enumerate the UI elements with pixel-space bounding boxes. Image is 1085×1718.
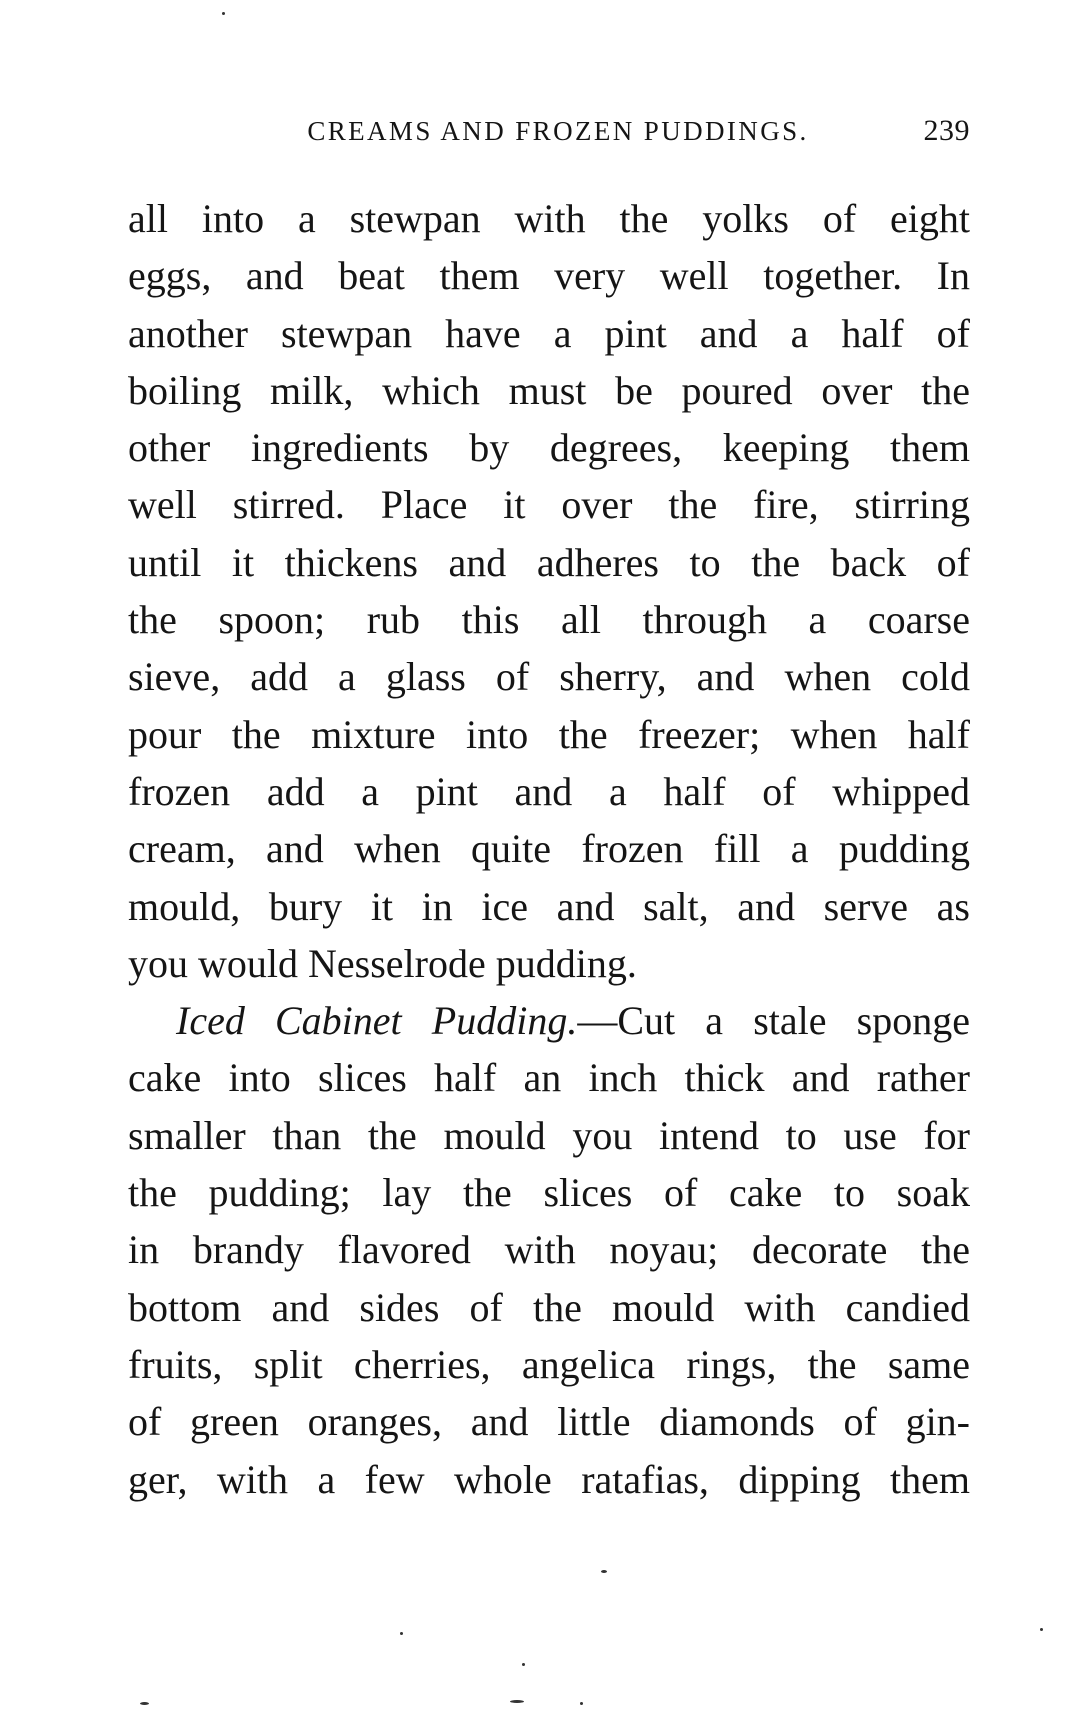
paragraph-2 (128, 992, 970, 1508)
text-line: frozen add a pint and a half of whipped (128, 768, 970, 814)
scan-speck (1040, 1628, 1043, 1631)
scan-speck (510, 1700, 524, 1703)
scan-speck (601, 1570, 607, 1573)
text-line: pour the mixture into the freezer; when half (128, 711, 970, 757)
paragraph-first-line (128, 992, 970, 1049)
text-line: other ingredients by degrees, keeping them (128, 425, 970, 471)
running-title-text: CREAMS AND FROZEN PUDDINGS. (307, 116, 809, 146)
text-line: eggs, and beat them very well together. In (128, 253, 970, 299)
scan-speck (580, 1702, 583, 1705)
scan-speck (140, 1702, 149, 1705)
text-line: mould, bury it in ice and salt, and serve as (128, 883, 970, 929)
text-line: in brandy flavored with noyau; decorate the (128, 1227, 970, 1273)
text-line: ger, with a few whole ratafias, dipping them (128, 1456, 970, 1502)
text-line: of green oranges, and little diamonds of gin- (128, 1399, 970, 1445)
text-line: all into a stewpan with the yolks of eight (128, 196, 970, 241)
paragraph-1 (128, 190, 970, 992)
text-line: smaller than the mould you intend to use for (128, 1112, 970, 1158)
text-line: you would Nesselrode pudding. (128, 940, 637, 986)
body-text (128, 190, 970, 1508)
text-line: boiling milk, which must be poured over the (128, 367, 970, 413)
recipe-title: Iced Cabinet Pudding. (176, 998, 578, 1044)
text-line: another stewpan have a pint and a half of (128, 310, 970, 356)
text-line: bottom and sides of the mould with candied (128, 1284, 970, 1330)
text-line: sieve, add a glass of sherry, and when cold (128, 654, 970, 700)
running-title (128, 116, 970, 147)
text-line: well stirred. Place it over the fire, stirring (128, 482, 970, 528)
scan-speck (400, 1632, 403, 1635)
text-line: fruits, split cherries, angelica rings, the same (128, 1341, 970, 1387)
first-line-text: —Cut a stale sponge (577, 998, 970, 1044)
scan-speck (222, 12, 225, 15)
scan-speck (522, 1663, 525, 1666)
text-line: cream, and when quite frozen fill a pudding (128, 826, 970, 872)
text-line: until it thickens and adheres to the back of (128, 539, 970, 585)
page-number: 239 (923, 114, 970, 147)
text-line: cake into slices half an inch thick and rather (128, 1055, 970, 1101)
text-line: the pudding; lay the slices of cake to soak (128, 1170, 970, 1216)
running-head (128, 112, 970, 162)
text-line: the spoon; rub this all through a coarse (128, 597, 970, 643)
